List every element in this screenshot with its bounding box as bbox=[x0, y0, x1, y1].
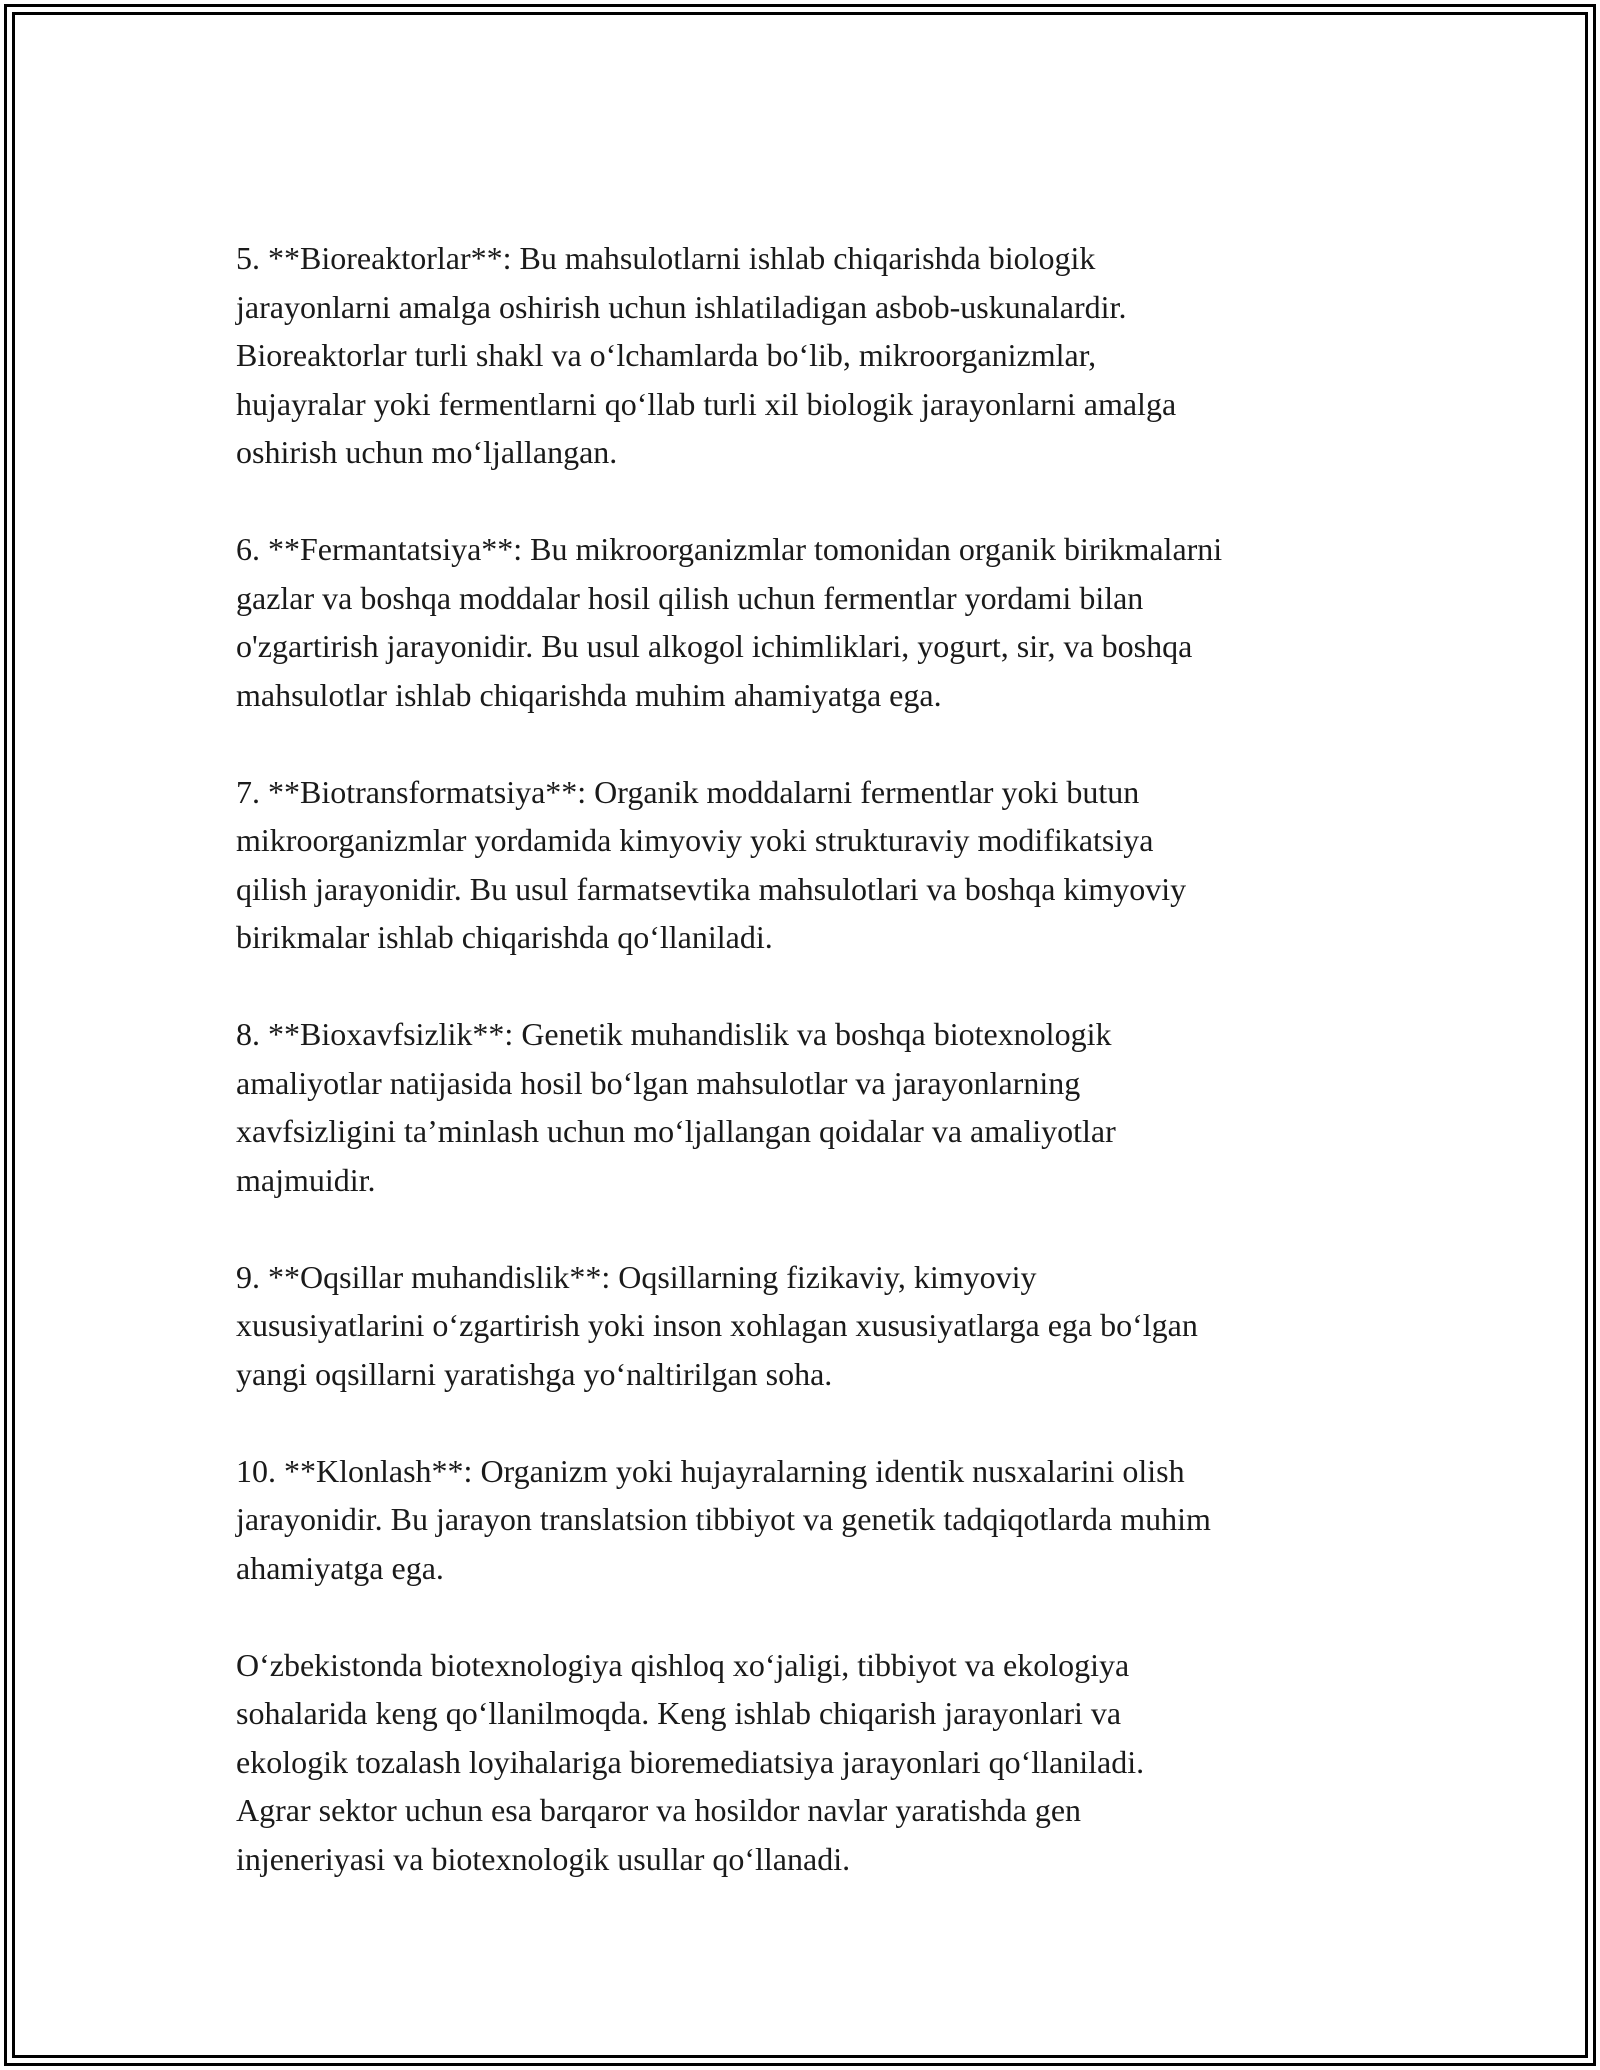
text-line: majmuidir. bbox=[236, 1161, 376, 1198]
text-line: 8. **Bioxavfsizlik**: Genetik muhandislik va boshqa biotexnologik bbox=[236, 1016, 1112, 1052]
paragraph-oqsillar-muhandislik bbox=[236, 1253, 1386, 1399]
text-line: yangi oqsillarni yaratishga yo‘naltirilgan soha. bbox=[236, 1355, 833, 1392]
text-line: Bioreaktorlar turli shakl va o‘lchamlarda bo‘lib, mikroorganizmlar, bbox=[236, 337, 1097, 373]
text-line: O‘zbekistonda biotexnologiya qishloq xo‘jaligi, tibbiyot va ekologiya bbox=[236, 1646, 1130, 1683]
text-line: 6. **Fermantatsiya**: Bu mikroorganizmlar tomonidan organik birikmalarni bbox=[236, 531, 1223, 567]
text-line: sohalarida keng qo‘llanilmoqda. Keng ishlab chiqarish jarayonlari va bbox=[236, 1695, 1122, 1731]
text-line: ekologik tozalash loyihalariga bioremediatsiya jarayonlari qo‘llaniladi. bbox=[236, 1743, 1145, 1780]
document-body bbox=[236, 234, 1386, 1883]
text-line: amaliyotlar natijasida hosil bo‘lgan mahsulotlar va jarayonlarning bbox=[236, 1064, 1081, 1101]
text-line: ahamiyatga ega. bbox=[236, 1549, 444, 1586]
paragraph-biotransformatsiya bbox=[236, 768, 1386, 962]
text-line: qilish jarayonidir. Bu usul farmatsevtika mahsulotlari va boshqa kimyoviy bbox=[236, 870, 1187, 907]
paragraph-fermantatsiya bbox=[236, 525, 1386, 719]
text-line: 5. **Bioreaktorlar**: Bu mahsulotlarni ishlab chiqarishda biologik bbox=[236, 240, 1096, 276]
text-line: hujayralar yoki fermentlarni qo‘llab turli xil biologik jarayonlarni amalga bbox=[236, 385, 1177, 422]
text-line: jarayonlarni amalga oshirish uchun ishlatiladigan asbob-uskunalardir. bbox=[236, 288, 1127, 325]
paragraph-klonlash bbox=[236, 1447, 1386, 1593]
text-line: 7. **Biotransformatsiya**: Organik moddalarni fermentlar yoki butun bbox=[236, 773, 1140, 810]
text-line: gazlar va boshqa moddalar hosil qilish uchun fermentlar yordami bilan bbox=[236, 579, 1144, 616]
text-line: 10. **Klonlash**: Organizm yoki hujayralarning identik nusxalarini olish bbox=[236, 1452, 1185, 1489]
paragraph-bioreaktorlar bbox=[236, 234, 1386, 477]
text-line: o'zgartirish jarayonidir. Bu usul alkogol ichimliklari, yogurt, sir, va boshqa bbox=[236, 628, 1193, 664]
text-line: xususiyatlarini o‘zgartirish yoki inson xohlagan xususiyatlarga ega bo‘lgan bbox=[236, 1307, 1198, 1343]
text-line: mikroorganizmlar yordamida kimyoviy yoki strukturaviy modifikatsiya bbox=[236, 822, 1154, 858]
paragraph-bioxavfsizlik bbox=[236, 1010, 1386, 1204]
text-line: xavfsizligini ta’minlash uchun mo‘ljallangan qoidalar va amaliyotlar bbox=[236, 1113, 1116, 1149]
text-line: injeneriyasi va biotexnologik usullar qo‘llanadi. bbox=[236, 1840, 851, 1877]
text-line: Agrar sektor uchun esa barqaror va hosildor navlar yaratishda gen bbox=[236, 1792, 1082, 1828]
text-line: birikmalar ishlab chiqarishda qo‘llaniladi. bbox=[236, 919, 773, 955]
paragraph-ozbekiston bbox=[236, 1641, 1386, 1884]
text-line: oshirish uchun mo‘ljallangan. bbox=[236, 434, 618, 470]
text-line: 9. **Oqsillar muhandislik**: Oqsillarning fizikaviy, kimyoviy bbox=[236, 1258, 1037, 1295]
text-line: mahsulotlar ishlab chiqarishda muhim ahamiyatga ega. bbox=[236, 676, 942, 713]
text-line: jarayonidir. Bu jarayon translatsion tibbiyot va genetik tadqiqotlarda muhim bbox=[236, 1501, 1211, 1537]
